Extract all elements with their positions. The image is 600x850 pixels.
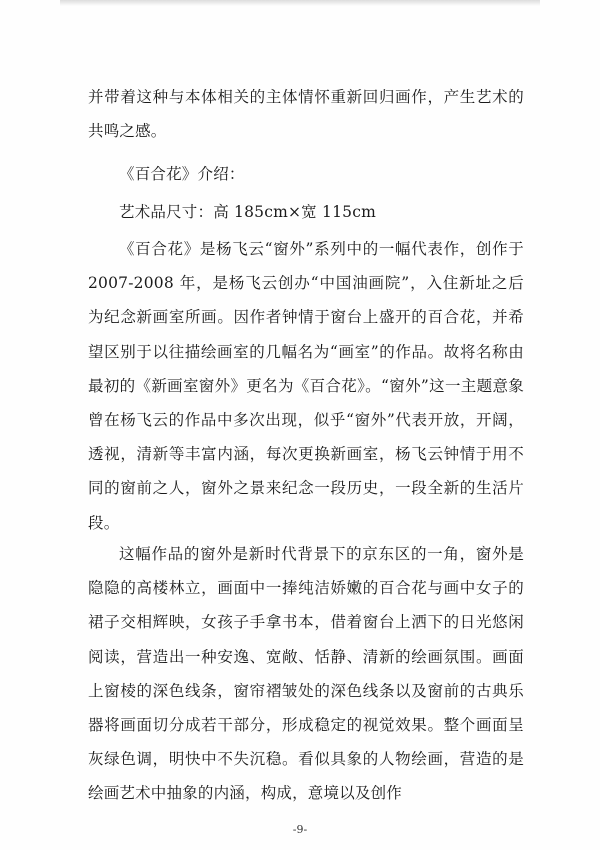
scan-edge-shadow: [60, 0, 540, 6]
paragraph-artwork-background: 《百合花》是杨飞云“窗外”系列中的一幅代表作，创作于 2007-2008 年，是杨飞云创办“中国油画院”，入住新址之后为纪念新画室所画。因作者钟情于窗台上盛开的百合花，并希望区别于以往描绘画室的几幅名为“画室”的作品。故将名称由最初的《新画室窗外》更名为《百合花》。“窗外”这一主题意象曾在杨飞云的作品中多次出现，似乎“窗外”代表开放，开阔，透视，清新等丰富内涵，每次更换新画室，杨飞云钟情于用不同的窗前之人，窗外之景来纪念一段历史，一段全新的生活片段。: [88, 240, 524, 532]
paragraph-title-intro: 《百合花》介绍：: [119, 165, 245, 183]
paragraph-artwork-description: 这幅作品的窗外是新时代背景下的京东区的一角，窗外是隐隐的高楼林立，画面中一捧纯洁娇嫩的百合花与画中女子的裙子交相辉映，女孩子手拿书本，借着窗台上洒下的日光悠闲阅读，营造出一种安逸、宽敞、恬静、清新的绘画氛围。画面上窗棱的深色线条，窗帘褶皱处的深色线条以及窗前的古典乐器将画面切分成若干部分，形成稳定的视觉效果。整个画面呈灰绿色调，明快中不失沉稳。看似具象的人物绘画，营造的是绘画艺术中抽象的内涵，构成，意境以及创作: [88, 545, 524, 803]
paragraph-continuation: 并带着这种与本体相关的主体情怀重新回归画作，产生艺术的共鸣之感。: [88, 88, 524, 141]
paragraph-artwork-size: 艺术品尺寸：高 185cm×宽 115cm: [119, 203, 376, 221]
page-number: -9-: [292, 823, 308, 836]
